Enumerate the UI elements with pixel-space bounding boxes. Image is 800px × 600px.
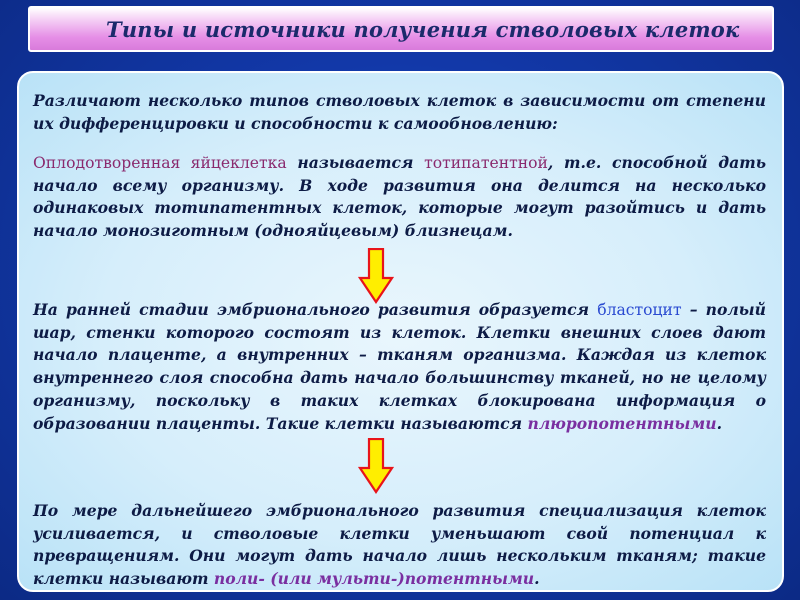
down-arrow-icon <box>358 248 394 304</box>
slide-title: Типы и источники получения стволовых клеток <box>106 16 740 42</box>
pluripotent-text-3: . <box>716 413 723 433</box>
multipotent-text-2: . <box>534 569 540 589</box>
down-arrow-icon <box>358 438 394 494</box>
title-bar <box>28 6 774 52</box>
pluripotent-text-2: – полый шар, стенки которого состоят из клеток. Клетки внешних слоев дают начало плаценте, а внутренних – тканям организма. Каждая из клеток внутреннего слоя способна дать начало большинству тканей, но не целому организму, поскольку в таких клетках блокирована информация о образовании плаценты. Такие клетки называются <box>33 300 766 433</box>
paragraph-types-intro <box>33 90 766 135</box>
term-fertilized-egg: Оплодотворенная яйцеклетка <box>33 154 287 172</box>
multipotent-text-1: По мере дальнейшего эмбрионального развития специализация клеток усиливается, и стволовые клетки уменьшают свой потенциал к превращениям. Они могут дать начало лишь нескольким тканям; такие клетки называют <box>33 501 766 589</box>
term-blastocyst: бластоцит <box>597 301 682 319</box>
totipotent-text-1: называется <box>286 153 425 172</box>
types-intro-text: Различают несколько типов стволовых клеток в зависимости от степени их дифференцировки и способности к самообновлению: <box>33 91 766 133</box>
paragraph-totipotent <box>33 152 766 243</box>
term-totipotent: тотипатентной <box>424 154 548 172</box>
totipotent-text-2: , т.е. способной дать начало всему организму. В ходе развития она делится на несколько одинаковых тотипатентных клеток, которые могут разойтись и дать начало монозиготным (однояйцевым) близнецам. <box>33 153 766 241</box>
pluripotent-text-1: На ранней стадии эмбрионального развития образуется <box>33 300 598 319</box>
content-box <box>17 71 784 592</box>
paragraph-multipotent <box>33 500 766 591</box>
paragraph-pluripotent <box>33 299 766 435</box>
term-multipotent: поли- (или мульти-)потентными <box>213 569 535 589</box>
term-pluripotent: плюропотентными <box>527 413 717 433</box>
